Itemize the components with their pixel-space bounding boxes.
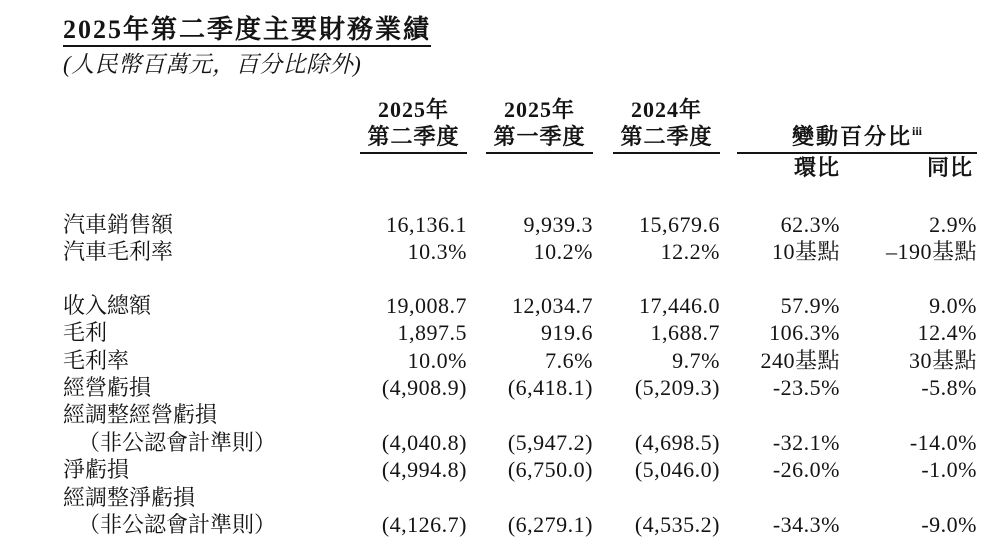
value-cell: 919.6 <box>541 320 593 346</box>
value-cell: (6,279.1) <box>507 512 593 538</box>
value-cell: -32.1% <box>772 429 840 455</box>
col-header-2025-q1 <box>467 96 593 154</box>
section-gap <box>63 266 977 292</box>
value-cell: –190基點 <box>885 239 977 265</box>
value-cell: 12,034.7 <box>512 292 593 318</box>
value-cell: 2.9% <box>929 212 977 237</box>
value-cell: -1.0% <box>921 457 977 483</box>
row-label: 毛利率 <box>63 347 130 373</box>
row-adjusted-operating-loss <box>63 401 977 428</box>
value-cell: 10.2% <box>533 239 593 265</box>
value-cell: 57.9% <box>780 292 840 318</box>
row-loss-from-operations <box>63 374 977 401</box>
value-cell: 10.0% <box>407 347 467 373</box>
value-cell: -5.8% <box>921 375 977 401</box>
value-cell: 106.3% <box>769 320 840 346</box>
change-percent-label: 變動百分比 <box>791 124 912 149</box>
subheader-yoy: 同比 <box>926 155 973 180</box>
row-label: 汽車毛利率 <box>63 239 174 265</box>
value-cell: (4,126.7) <box>381 512 467 538</box>
row-label: 淨虧損 <box>63 457 130 483</box>
value-cell: 240基點 <box>760 347 840 373</box>
value-cell: (6,750.0) <box>507 457 593 483</box>
value-cell: 9,939.3 <box>523 212 593 237</box>
value-cell: (5,209.3) <box>634 375 720 401</box>
row-adjusted-net-loss-non-gaap <box>63 511 977 538</box>
value-cell: 12.2% <box>660 239 720 265</box>
value-cell: 1,688.7 <box>650 320 720 346</box>
value-cell: -23.5% <box>772 375 840 401</box>
value-cell: (4,994.8) <box>381 457 467 483</box>
value-cell: 15,679.6 <box>639 212 720 237</box>
value-cell: 16,136.1 <box>386 212 467 237</box>
row-gross-margin <box>63 347 977 374</box>
value-cell: (6,418.1) <box>507 375 593 401</box>
row-label: （非公認會計準則） <box>78 512 277 538</box>
value-cell: 9.7% <box>672 347 720 373</box>
col-header-quarter: 第二季度 <box>620 124 713 149</box>
value-cell: 19,008.7 <box>386 292 467 318</box>
row-label: 經調整經營虧損 <box>63 402 218 428</box>
row-label: 收入總額 <box>63 292 152 318</box>
row-net-loss <box>63 456 977 483</box>
value-cell: 10基點 <box>771 239 840 265</box>
col-header-2024-q2 <box>593 96 720 154</box>
section-gap <box>63 185 977 211</box>
value-cell: (4,535.2) <box>634 512 720 538</box>
value-cell: (5,947.2) <box>507 429 593 455</box>
value-cell: -14.0% <box>909 429 977 455</box>
value-cell: 17,446.0 <box>639 292 720 318</box>
financial-results-table <box>63 96 977 538</box>
row-vehicle-margin <box>63 238 977 265</box>
value-cell: 62.3% <box>780 212 840 237</box>
value-cell: 30基點 <box>908 347 977 373</box>
col-header-change-percent <box>720 123 977 154</box>
page-subtitle: (人民幣百萬元，百分比除外) <box>63 52 362 77</box>
value-cell: 12.4% <box>917 320 977 346</box>
row-adjusted-net-loss <box>63 484 977 511</box>
row-label: 汽車銷售額 <box>63 212 174 237</box>
row-total-revenues <box>63 292 977 319</box>
row-adjusted-operating-loss-non-gaap <box>63 429 977 456</box>
value-cell: (4,908.9) <box>381 375 467 401</box>
subheader-qoq: 環比 <box>793 155 840 180</box>
value-cell: (4,040.8) <box>381 429 467 455</box>
row-label: 經調整淨虧損 <box>63 484 196 510</box>
value-cell: 9.0% <box>929 292 977 318</box>
value-cell: 10.3% <box>407 239 467 265</box>
footnote-marker: iii <box>912 124 923 138</box>
col-header-year: 2025年 <box>503 97 575 122</box>
col-header-2025-q2 <box>360 96 467 154</box>
row-vehicle-sales <box>63 211 977 238</box>
value-cell: -26.0% <box>772 457 840 483</box>
value-cell: (5,046.0) <box>634 457 720 483</box>
table-header-row <box>63 96 977 154</box>
value-cell: -9.0% <box>921 512 977 538</box>
value-cell: 1,897.5 <box>397 320 467 346</box>
col-header-quarter: 第一季度 <box>493 124 586 149</box>
col-header-year: 2024年 <box>630 97 702 122</box>
row-gross-profit <box>63 319 977 346</box>
row-label: （非公認會計準則） <box>78 429 277 455</box>
page-title: 2025年第二季度主要財務業績 <box>63 15 431 47</box>
table-subheader-row <box>63 154 977 185</box>
col-header-year: 2025年 <box>377 97 449 122</box>
row-label: 經營虧損 <box>63 375 152 401</box>
value-cell: (4,698.5) <box>634 429 720 455</box>
col-header-quarter: 第二季度 <box>367 124 460 149</box>
value-cell: -34.3% <box>772 512 840 538</box>
value-cell: 7.6% <box>545 347 593 373</box>
row-label: 毛利 <box>63 320 108 346</box>
